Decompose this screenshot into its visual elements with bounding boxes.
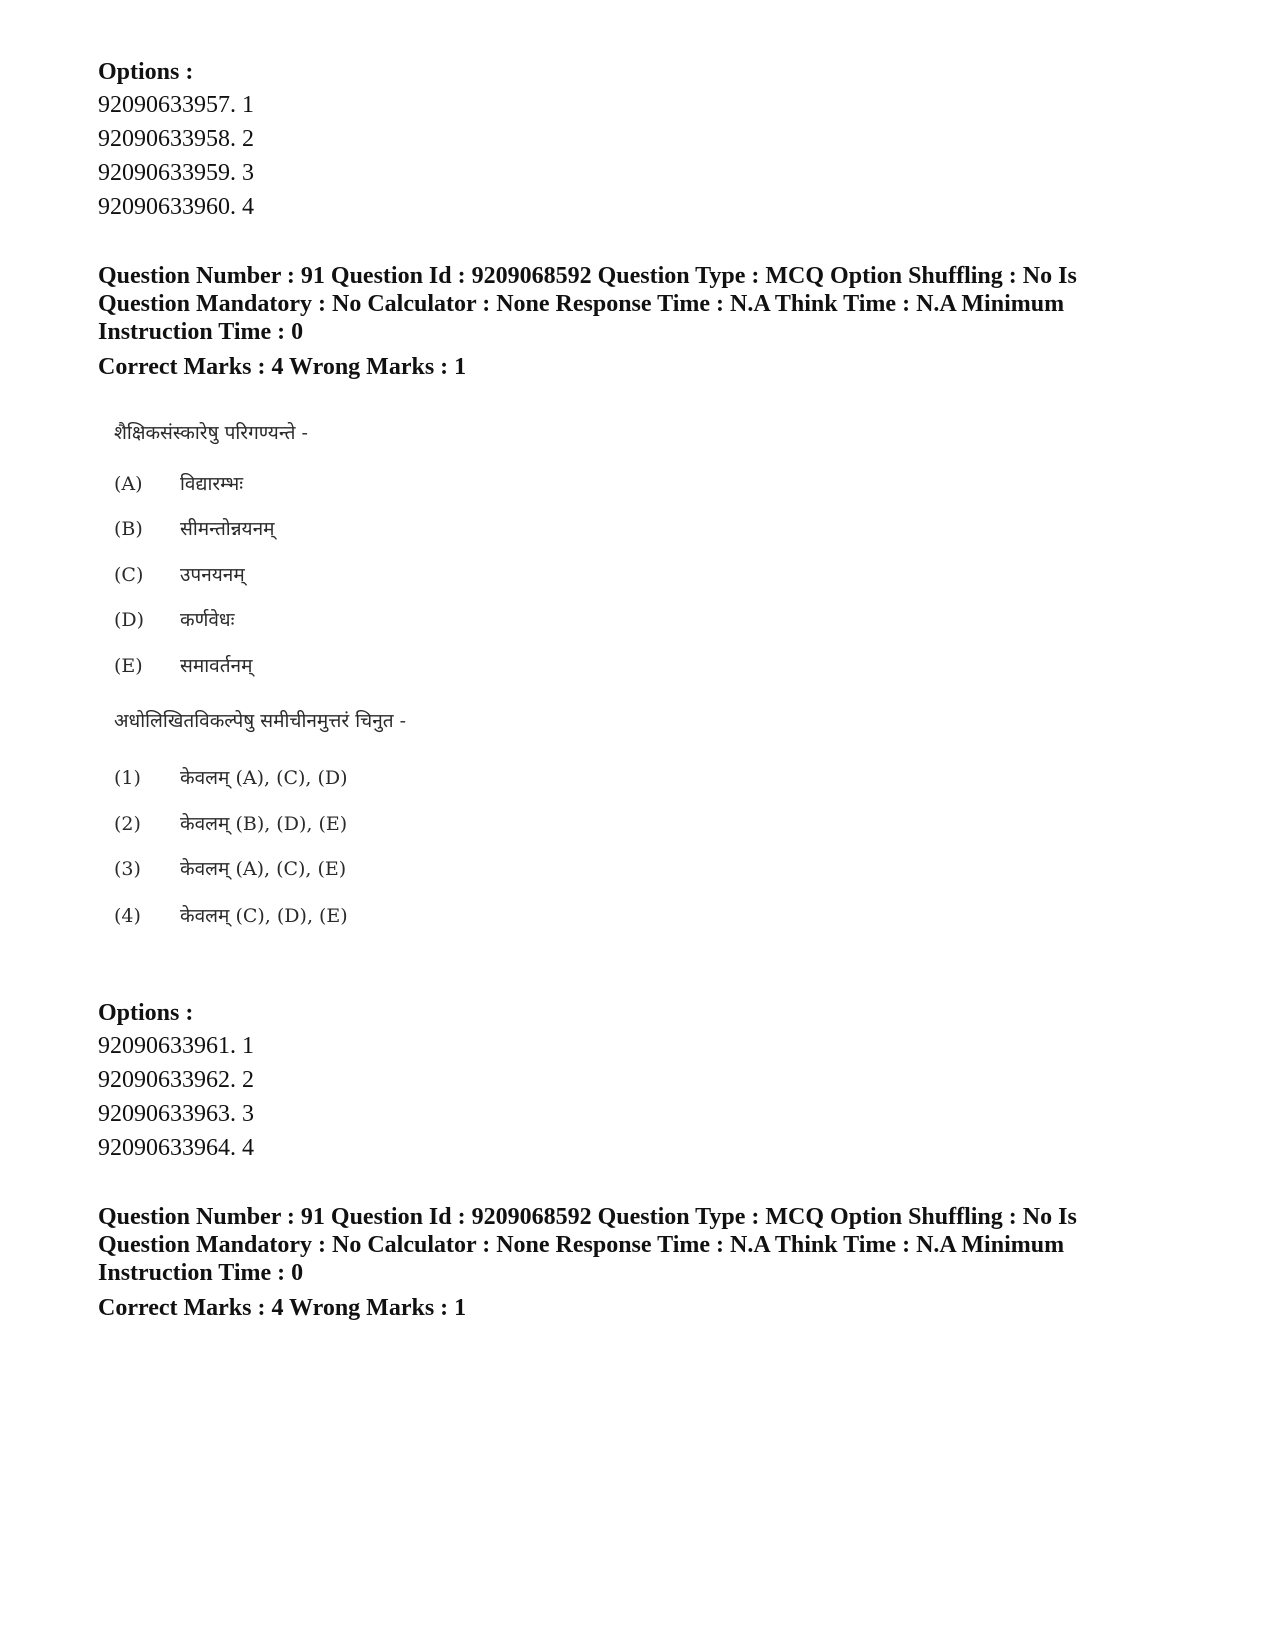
choice-label: (4) [114,905,141,927]
choice-label: (2) [114,813,141,835]
options-block-mid [98,997,1198,1165]
question-header: Question Number : 91 Question Id : 9209068592 Question Type : MCQ Option Shuffling : No Is Question Mandatory : No Calculator : None Response Time : N.A Think Time : N.A Minimum Instruction Time : 0 [98,1204,1077,1286]
question-header-block [98,262,1198,382]
choice-text: केवलम् (B), (D), (E) [180,813,348,835]
options-heading: Options : [98,59,194,85]
question-header: Question Number : 91 Question Id : 9209068592 Question Type : MCQ Option Shuffling : No Is Question Mandatory : No Calculator : None Response Time : N.A Think Time : N.A Minimum Instruction Time : 0 [98,263,1077,345]
statement-label: (A) [114,473,143,495]
choice-label: (1) [114,767,141,789]
choice-label: (3) [114,858,141,880]
choice-text: केवलम् (C), (D), (E) [180,905,348,927]
question-marks: Correct Marks : 4 Wrong Marks : 1 [98,1295,467,1321]
statement-text: उपनयनम् [180,564,245,586]
options-heading: Options : [98,1000,194,1026]
statement-label: (E) [114,655,143,677]
option-line: 92090633963. 3 [98,1101,254,1127]
question-stem: शैक्षिकसंस्कारेषु परिगण्यन्ते - [114,422,308,444]
option-line: 92090633960. 4 [98,194,254,220]
statement-text: विद्यारम्भः [180,473,244,495]
option-line: 92090633957. 1 [98,92,254,118]
statement-label: (D) [114,609,145,631]
options-block-top [98,56,1198,224]
option-line: 92090633962. 2 [98,1067,254,1093]
statement-text: कर्णवेधः [180,609,235,631]
choice-text: केवलम् (A), (C), (E) [180,858,347,880]
statement-text: सीमन्तोन्नयनम् [180,518,275,540]
question-body [114,416,814,956]
choice-text: केवलम् (A), (C), (D) [180,767,348,789]
statement-text: समावर्तनम् [180,655,253,677]
option-line: 92090633958. 2 [98,126,254,152]
option-line: 92090633964. 4 [98,1135,254,1161]
statement-label: (C) [114,564,144,586]
statement-label: (B) [114,518,143,540]
option-line: 92090633961. 1 [98,1033,254,1059]
option-line: 92090633959. 3 [98,160,254,186]
question-header-block [98,1203,1198,1323]
question-marks: Correct Marks : 4 Wrong Marks : 1 [98,354,467,380]
question-instruction: अधोलिखितविकल्पेषु समीचीनमुत्तरं चिनुत - [114,710,407,732]
